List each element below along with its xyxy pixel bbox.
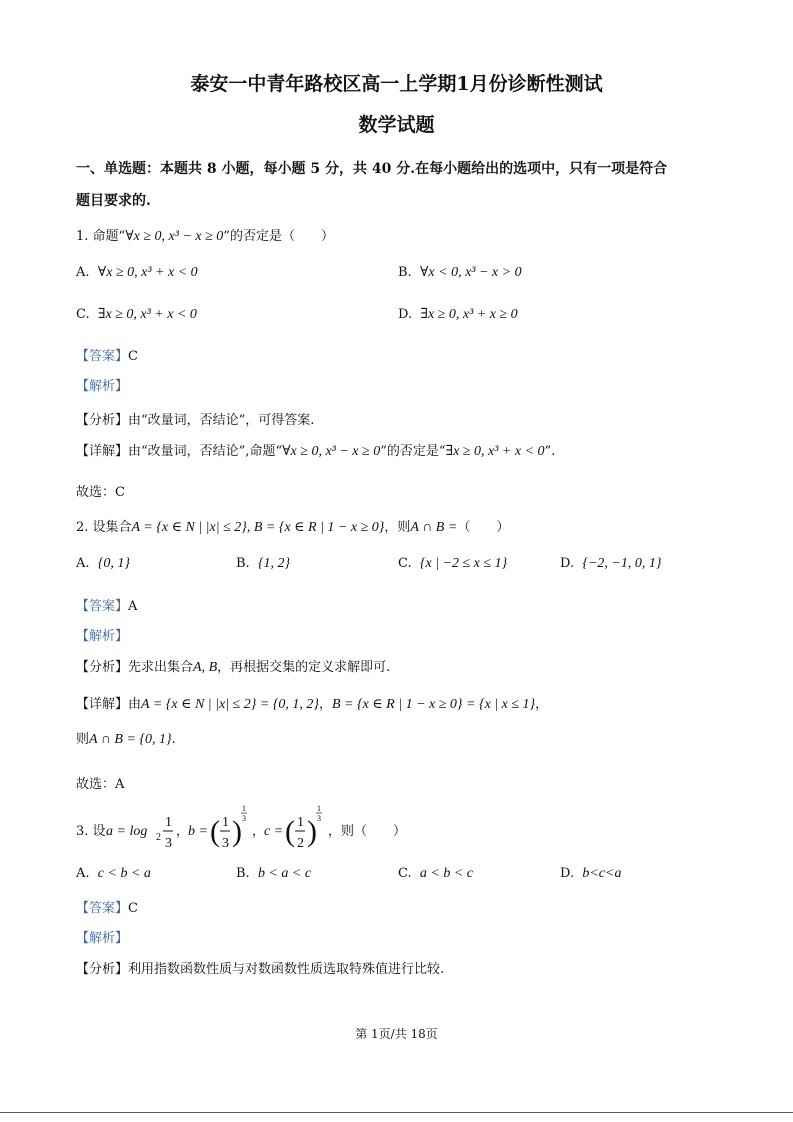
q2-answer-value: A: [128, 599, 138, 614]
q1-stem-math: ∀x ≥ 0, x³ − x ≥ 0: [125, 229, 224, 244]
question-2-stem: [76, 520, 509, 536]
q2-analysis-tag: 【解析】: [76, 629, 129, 644]
q1-option-a: [76, 265, 198, 281]
q3-c-den: 2: [297, 836, 304, 851]
q3-stem-prefix: 3. 设: [76, 824, 106, 839]
q2-fenxi-math: A, B: [193, 660, 218, 675]
q3-b-exp-num: 1: [242, 804, 246, 813]
q3-b-den: 3: [222, 836, 229, 851]
q2-stem-prefix: 2. 设集合: [76, 520, 132, 535]
q3-a-den: 3: [165, 836, 172, 851]
q1-option-b-text: ∀x < 0, x³ − x > 0: [419, 265, 522, 280]
q1-xiangjie-math2: ∃x ≥ 0, x³ + x < 0: [445, 444, 545, 459]
section-header-line2: 题目要求的.: [76, 193, 151, 209]
q2-option-d-text: {−2, −1, 0, 1}: [582, 556, 662, 571]
q1-option-a-text: ∀x ≥ 0, x³ + x < 0: [97, 265, 198, 280]
q1-analysis-tag: 【解析】: [76, 379, 129, 394]
q2-fenxi-tag: 【分析】: [76, 660, 129, 675]
q1-answer-value: C: [128, 349, 138, 364]
q2-then-math: A ∩ B = {0, 1}: [89, 732, 172, 747]
q1-choose: 故选：C: [76, 485, 125, 500]
q3-b-right-paren: ): [232, 815, 242, 848]
q3-a-num: 1: [165, 815, 172, 830]
q3-fenxi: [76, 962, 444, 978]
q3-fenxi-tag: 【分析】: [76, 962, 129, 977]
q2-option-a: [76, 556, 130, 572]
q2-xiangjie-tag: 【详解】: [76, 697, 129, 712]
document-subtitle: 数学试题: [358, 114, 435, 136]
q3-option-a: [76, 866, 151, 882]
q1-option-b-label: B.: [398, 265, 412, 280]
q1-option-d-text: ∃x ≥ 0, x³ + x ≥ 0: [420, 307, 518, 322]
q3-c-left-paren: (: [285, 815, 295, 848]
q3-option-a-text: c < b < a: [97, 866, 151, 881]
q3-option-b-text: b < a < c: [257, 866, 312, 881]
section-header-line1: 一、单选题：本题共 8 小题，每小题 5 分，共 40 分.在每小题给出的选项中，只有一项是符合: [76, 161, 668, 177]
q2-xiangjie-math2: B = {x ∈ R | 1 − x ≥ 0} = {x | x ≤ 1}: [332, 697, 536, 712]
q2-fenxi-text-a: 先求出集合: [128, 660, 194, 675]
q3-c-exp-num: 1: [317, 804, 321, 813]
q1-option-b: [398, 265, 522, 281]
q2-fenxi: [76, 660, 390, 676]
q3-option-c-label: C.: [398, 866, 412, 881]
q3-comma2: ，: [252, 824, 266, 839]
q2-option-c-text: {x | −2 ≤ x ≤ 1}: [419, 556, 508, 571]
q3-c-exp-den: 3: [317, 814, 321, 823]
q2-option-d-label: D.: [560, 556, 575, 571]
q3-option-b: [236, 866, 311, 882]
q2-option-a-label: A.: [76, 556, 90, 571]
q3-comma1: ，: [176, 824, 190, 839]
q1-option-d: [398, 307, 518, 323]
q3-c-right-paren: ): [307, 815, 317, 848]
q3-option-c: [398, 866, 473, 882]
q1-option-c-label: C.: [76, 307, 90, 322]
q3-analysis-tag: 【解析】: [76, 931, 129, 946]
q3-b-num: 1: [222, 815, 229, 830]
page-footer: 第 1页/共 18页: [355, 1027, 438, 1041]
q1-xiangjie-text-b: ”的否定是“: [380, 444, 446, 459]
q2-xiangjie-text-b: ，: [318, 697, 332, 712]
q3-a-sub: 2: [156, 832, 161, 843]
q3-b-lhs: b =: [188, 824, 208, 839]
question-1-stem: [76, 229, 334, 245]
bottom-rule: [0, 1112, 793, 1113]
q1-xiangjie-math1: ∀x ≥ 0, x³ − x ≥ 0: [282, 444, 381, 459]
q3-option-a-label: A.: [76, 866, 90, 881]
q2-option-b-label: B.: [236, 556, 250, 571]
q2-option-a-text: {0, 1}: [97, 556, 130, 571]
q1-xiangjie: [76, 444, 555, 460]
q3-fenxi-text: 利用指数函数性质与对数函数性质选取特殊值进行比较.: [128, 962, 445, 977]
q1-xiangjie-text-a: 由“改量词，否结论”,命题“: [128, 444, 283, 459]
q3-option-d: [560, 866, 621, 882]
q1-stem-prefix: 1. 命题“: [76, 229, 126, 244]
q2-xiangjie-text-a: 由: [128, 697, 142, 712]
q2-xiangjie-math1: A = {x ∈ N | |x| ≤ 2} = {0, 1, 2}: [141, 697, 319, 712]
question-3-stem: [76, 800, 496, 864]
q2-stem-suffix: （ ）: [457, 520, 510, 535]
q1-fenxi-tag: 【分析】: [76, 413, 129, 428]
q2-choose: 故选：A: [76, 777, 125, 792]
q2-option-d: [560, 556, 661, 572]
q1-fenxi-text: 由“改量词，否结论”，可得答案.: [128, 413, 315, 428]
document-title: 泰安一中青年路校区高一上学期1月份诊断性测试: [190, 73, 603, 95]
q1-option-a-label: A.: [76, 265, 90, 280]
q2-fenxi-text-b: ，再根据交集的定义求解即可.: [217, 660, 391, 675]
q3-option-d-label: D.: [560, 866, 575, 881]
q2-xiangjie: [76, 697, 548, 713]
q1-xiangjie-tag: 【详解】: [76, 444, 129, 459]
q2-then-suffix: .: [171, 732, 176, 747]
q1-option-d-label: D.: [398, 307, 413, 322]
q3-answer-value: C: [128, 901, 138, 916]
q2-option-c: [398, 556, 507, 572]
q1-option-c: [76, 307, 197, 323]
q1-answer: [76, 349, 138, 365]
q2-then: [76, 732, 176, 748]
q3-stem-suffix: ，则（ ）: [328, 824, 407, 839]
q1-option-c-text: ∃x ≥ 0, x³ + x < 0: [97, 307, 197, 322]
q1-fenxi: [76, 413, 314, 429]
q2-option-c-label: C.: [398, 556, 412, 571]
q3-c-lhs: c =: [264, 824, 284, 839]
q3-a-expr: a = log: [106, 824, 148, 839]
q3-answer: [76, 901, 138, 917]
q2-option-b-text: {1, 2}: [257, 556, 291, 571]
q2-stem-math: A = {x ∈ N | |x| ≤ 2}, B = {x ∈ R | 1 − x ≥ 0}: [131, 520, 385, 535]
q1-stem-suffix: ”的否定是（ ）: [223, 229, 334, 244]
q1-answer-tag: 【答案】: [76, 349, 129, 364]
q2-option-b: [236, 556, 290, 572]
q2-stem-math2: A ∩ B =: [410, 520, 458, 535]
q3-option-d-text: b<c<a: [582, 866, 622, 881]
q2-then-prefix: 则: [76, 732, 90, 747]
q2-answer-tag: 【答案】: [76, 599, 129, 614]
q3-b-left-paren: (: [210, 815, 220, 848]
q3-answer-tag: 【答案】: [76, 901, 129, 916]
q3-b-exp-den: 3: [242, 814, 246, 823]
q2-answer: [76, 599, 137, 615]
q3-option-b-label: B.: [236, 866, 250, 881]
q2-xiangjie-text-c: ，: [535, 697, 549, 712]
q1-xiangjie-text-c: ”.: [544, 444, 556, 459]
q2-stem-mid: ，则: [384, 520, 411, 535]
q3-option-c-text: a < b < c: [419, 866, 473, 881]
q3-c-num: 1: [297, 815, 304, 830]
